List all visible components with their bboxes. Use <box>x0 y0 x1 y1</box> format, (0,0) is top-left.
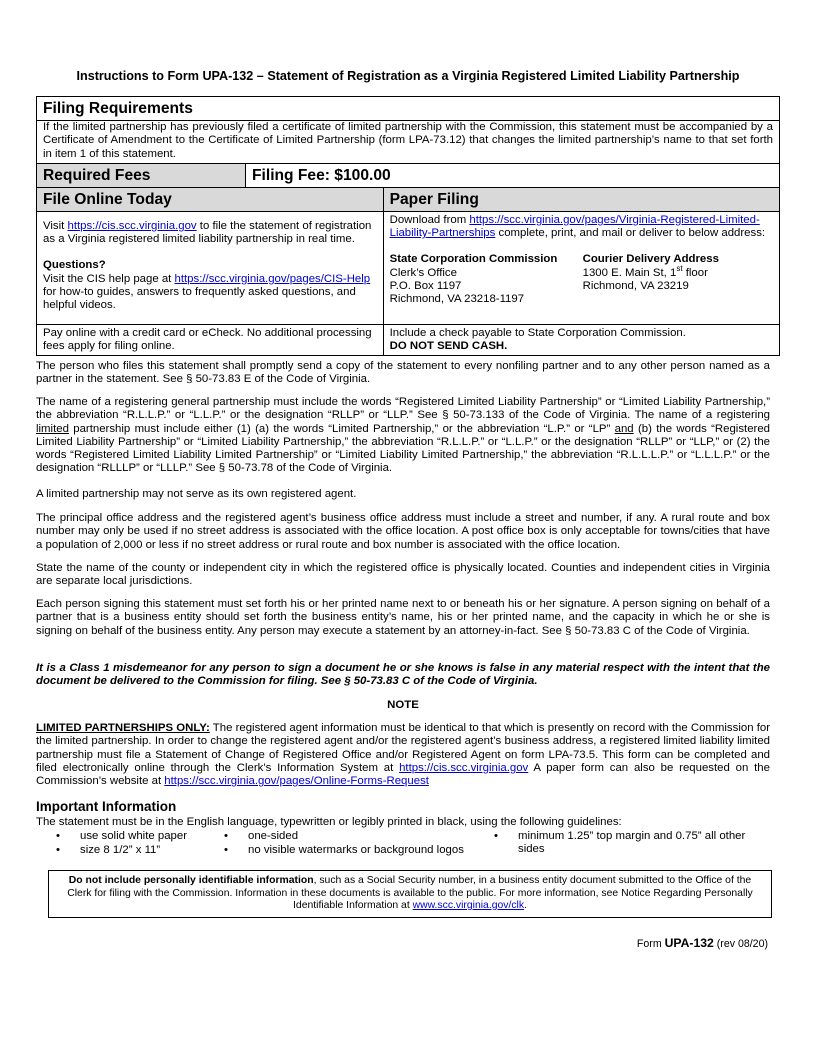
online-payment-note: Pay online with a credit card or eCheck. No additional processing fees apply for filing online. <box>37 324 384 356</box>
required-fees-label: Required Fees <box>37 163 246 187</box>
courier-address: Courier Delivery Address 1300 E. Main St, 1st floor Richmond, VA 23219 <box>582 253 719 293</box>
filing-requirements-text: If the limited partnership has previously filed a certificate of limited partnership with the Commission, this statement must be accompanied by a Certificate of Amendment to the Certificate of Limited Partnership (form LPA-73.12) that changes the limited partnership’s name to that set forth in item 1 of this statement. <box>37 121 780 164</box>
para-office-address: The principal office address and the registered agent’s business office address must include a street and number, if any. A rural route and box number may only be used if no street address is associated with the office location. A post office box is only acceptable for towns/cities that have a population of 2,000 or less if no street address or rural route and box number is associated with the office location. <box>36 512 770 551</box>
online-visit-text: Visit https://cis.scc.virginia.gov to file the statement of registration as a Virginia registered limited liability partnership in real time. <box>43 219 372 246</box>
important-info-intro: The statement must be in the English language, typewritten or legibly printed in black, using the following guidelines: <box>36 816 622 828</box>
page-title: Instructions to Form UPA-132 – Statement of Registration as a Virginia Registered Limited Liability Partnership <box>76 69 740 83</box>
filing-fee: Filing Fee: $100.00 <box>246 163 780 187</box>
para-misdemeanor: It is a Class 1 misdemeanor for any person to sign a document he or she knows is false in any material respect with the intent that the document be delivered to the Commission for filing. See § 50-73.83 C of the Code of Virginia. <box>36 662 770 688</box>
paper-filing-cell <box>383 211 779 324</box>
paper-form-link[interactable]: https://scc.virginia.gov/pages/Virginia-Registered-Limited-Liability-Partnerships <box>389 213 760 240</box>
questions-label: Questions? <box>43 259 106 272</box>
paper-download-text: Download from https://scc.virginia.gov/pages/Virginia-Registered-Limited-Liability-Partnerships complete, print, and mail or deliver to below address: <box>389 213 766 240</box>
guidelines-list: • use solid white paper • size 8 1/2” x 11” • one-sided • no visible watermarks or background logos • minimum 1.25” top margin and 0.75” all other sides <box>56 830 746 856</box>
paper-filing-heading: Paper Filing <box>383 187 779 211</box>
paper-payment-note: Include a check payable to State Corporation Commission. DO NOT SEND CASH. <box>383 324 779 356</box>
note-label: LIMITED PARTNERSHIPS ONLY: <box>36 722 210 734</box>
cis-help-link[interactable]: https://scc.virginia.gov/pages/CIS-Help <box>174 272 371 285</box>
para-signing: Each person signing this statement must set forth his or her printed name next to or beneath his or her signature. A person signing on behalf of a partner that is a business entity should set forth the business entity’s name, his or her printed name, and the capacity in which he or she is signing on behalf of the business entity. Any person may execute a statement by an attorney-in-fact. See § 50-73.83 C of the Code of Virginia. <box>36 598 770 637</box>
no-cash-warning: DO NOT SEND CASH. <box>389 340 508 353</box>
help-text: Visit the CIS help page at https://scc.virginia.gov/pages/CIS-Help for how-to guides, answers to frequently asked questions, and helpful videos. <box>43 272 371 312</box>
file-online-heading: File Online Today <box>37 187 384 211</box>
note-cis-link[interactable]: https://cis.scc.virginia.gov <box>399 761 529 774</box>
para-name-requirements: The name of a registering general partnership must include the words “Registered Limited Liability Partnership” or “Limited Liability Partnership,” the abbreviation “R.L.L.P.” or “L.L.P.” or the designation “RLLP” or “LLP.” See § 50-73.133 of the Code of Virginia. The name of a registering limited partnership must include either (1) (a) the words “Limited Partnership,” or the abbreviation “L.P.” or “LP” and (b) the words “Registered Limited Liability Partnership” or “Limited Liability Partnership,” the abbreviation “R.L.L.P.” or “L.L.P.” or the designation “RLLP” or “LLP,” or (2) the words “Registered Limited Liability Limited Partnership” or “Limited Liability Limited Partnership,” the abbreviation “R.L.L.L.P.” or “L.L.L.P.” or the designation “RLLLP” or “LLLP.” See § 50-73.78 of the Code of Virginia. <box>36 396 770 475</box>
para-copy-to-partners: The person who files this statement shall promptly send a copy of the statement to every nonfiling partner and to any other person named as a partner in the statement. See § 50-73.83 E of the Code of Virginia. <box>36 360 770 386</box>
form-identifier: Form UPA-132 (rev 08/20) <box>636 936 768 950</box>
filing-requirements-heading: Filing Requirements <box>37 97 780 121</box>
important-info-heading: Important Information <box>36 799 177 814</box>
forms-request-link[interactable]: https://scc.virginia.gov/pages/Online-Forms-Request <box>164 775 429 788</box>
cis-link[interactable]: https://cis.scc.virginia.gov <box>67 219 197 232</box>
clk-link[interactable]: www.scc.virginia.gov/clk <box>412 900 525 911</box>
scc-address: State Corporation Commission Clerk’s Office P.O. Box 1197 Richmond, VA 23218-1197 <box>389 253 558 306</box>
note-text: LIMITED PARTNERSHIPS ONLY: The registered agent information must be identical to that which is presently on record with the Commission for the limited partnership. In order to change the registered agent and/or the registered agent’s business address, a registered limited liability limited partnership must file a Statement of Change of Registered Office and/or Registered Agent on form LPA-73.5. This form can be completed and filed electronically online through the Clerk’s Information System at https://cis.scc.virginia.gov A paper form can also be requested on the Commission’s website at https://scc.virginia.gov/pages/Online-Forms-Request <box>36 722 770 788</box>
para-county-city: State the name of the county or independent city in which the registered office is physically located. Counties and independent cities in Virginia are separate local jurisdictions. <box>36 562 770 588</box>
pii-notice-box: Do not include personally identifiable information, such as a Social Security number, in a business entity document submitted to the Office of the Clerk for filing with the Commission. Information in these documents is available to the public. For more information, see Notice Regarding Personally Identifiable Information at www.scc.virginia.gov/clk. <box>48 870 772 918</box>
online-filing-cell <box>37 211 384 324</box>
para-registered-agent: A limited partnership may not serve as its own registered agent. <box>36 488 357 500</box>
note-heading: NOTE <box>387 699 419 711</box>
filing-requirements-table <box>36 96 780 356</box>
